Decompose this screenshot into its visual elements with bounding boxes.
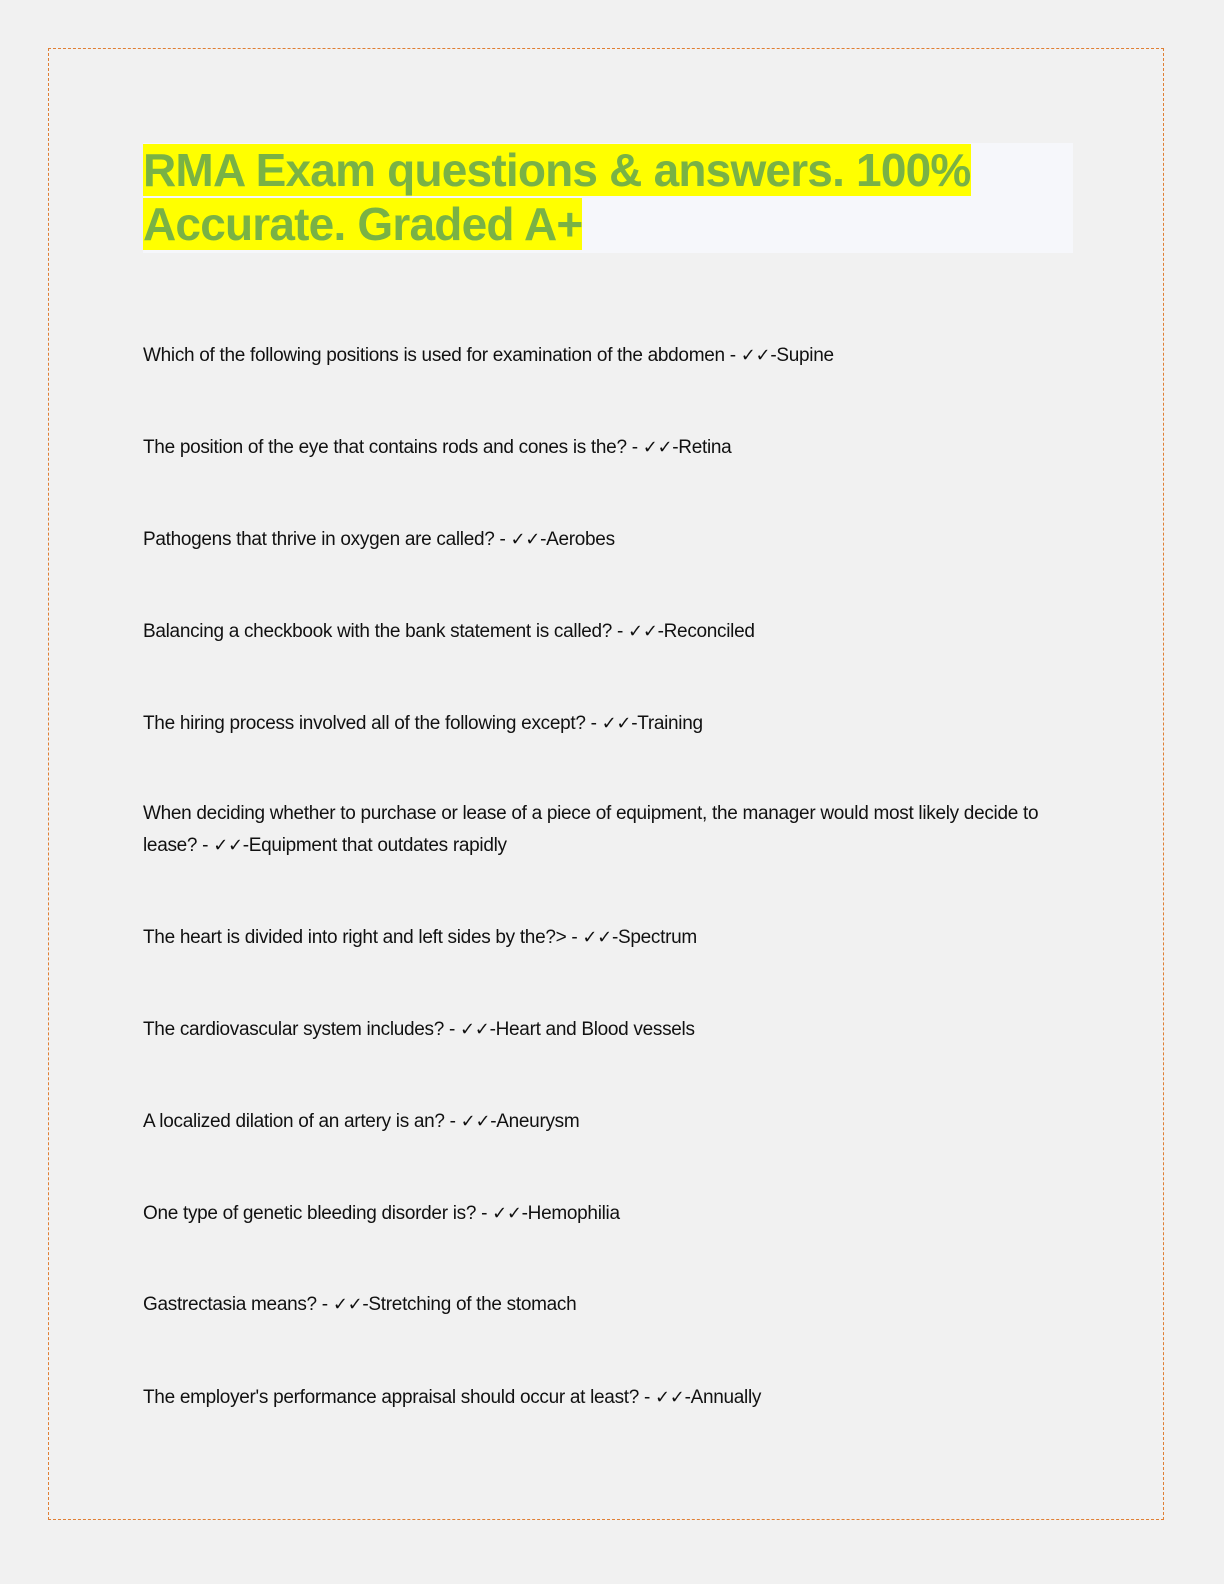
double-check-icon: ✓✓ bbox=[460, 1019, 490, 1040]
qa-item bbox=[143, 1198, 1063, 1230]
double-check-icon: ✓✓ bbox=[628, 621, 658, 642]
double-check-icon: ✓✓ bbox=[213, 835, 243, 856]
double-check-icon: ✓✓ bbox=[460, 1111, 491, 1132]
answer-text: -Reconciled bbox=[657, 621, 755, 642]
qa-item bbox=[143, 922, 1063, 954]
double-check-icon: ✓✓ bbox=[740, 345, 771, 366]
answer-text: -Training bbox=[631, 713, 703, 734]
double-check-icon: ✓✓ bbox=[492, 1203, 522, 1224]
answer-text: -Retina bbox=[672, 437, 732, 458]
qa-item bbox=[143, 524, 1063, 556]
document-title bbox=[143, 143, 1073, 251]
answer-text: -Spectrum bbox=[611, 927, 697, 948]
qa-item bbox=[143, 1289, 1063, 1321]
qa-item bbox=[143, 340, 1063, 372]
question-text: When deciding whether to purchase or lease of a piece of equipment, the manager would most likely decide to lease? - bbox=[143, 803, 1039, 856]
qa-item bbox=[143, 432, 1063, 464]
answer-text: -Equipment that outdates rapidly bbox=[242, 835, 507, 856]
double-check-icon: ✓✓ bbox=[642, 437, 673, 458]
qa-item bbox=[143, 1014, 1063, 1046]
title-text: RMA Exam questions & answers. 100% Accurate. Graded A+ bbox=[143, 144, 971, 250]
double-check-icon: ✓✓ bbox=[601, 713, 632, 734]
qa-item bbox=[143, 708, 1063, 740]
question-text: Which of the following positions is used for examination of the abdomen - bbox=[143, 345, 741, 366]
question-text: The hiring process involved all of the following except? - bbox=[143, 713, 602, 734]
question-text: The heart is divided into right and left sides by the?> - bbox=[143, 927, 583, 948]
answer-text: -Heart and Blood vessels bbox=[489, 1019, 695, 1040]
question-text: Balancing a checkbook with the bank statement is called? - bbox=[143, 621, 629, 642]
question-text: The position of the eye that contains rods and cones is the? - bbox=[143, 437, 643, 458]
answer-text: -Supine bbox=[770, 345, 834, 366]
answer-text: -Stretching of the stomach bbox=[362, 1294, 577, 1315]
qa-item bbox=[143, 798, 1063, 862]
answer-text: -Aneurysm bbox=[490, 1111, 580, 1132]
answer-text: -Hemophilia bbox=[521, 1203, 620, 1224]
question-text: The cardiovascular system includes? - bbox=[143, 1019, 461, 1040]
question-text: One type of genetic bleeding disorder is? - bbox=[143, 1203, 493, 1224]
answer-text: -Annually bbox=[684, 1387, 762, 1408]
double-check-icon: ✓✓ bbox=[582, 927, 612, 948]
question-text: The employer's performance appraisal should occur at least? - bbox=[143, 1387, 656, 1408]
qa-item bbox=[143, 616, 1063, 648]
answer-text: -Aerobes bbox=[540, 529, 615, 550]
qa-item bbox=[143, 1382, 1063, 1414]
question-text: Gastrectasia means? - bbox=[143, 1294, 333, 1315]
double-check-icon: ✓✓ bbox=[510, 529, 541, 550]
question-text: Pathogens that thrive in oxygen are called? - bbox=[143, 529, 511, 550]
double-check-icon: ✓✓ bbox=[332, 1294, 363, 1315]
qa-item bbox=[143, 1106, 1063, 1138]
double-check-icon: ✓✓ bbox=[655, 1387, 685, 1408]
question-text: A localized dilation of an artery is an? - bbox=[143, 1111, 461, 1132]
